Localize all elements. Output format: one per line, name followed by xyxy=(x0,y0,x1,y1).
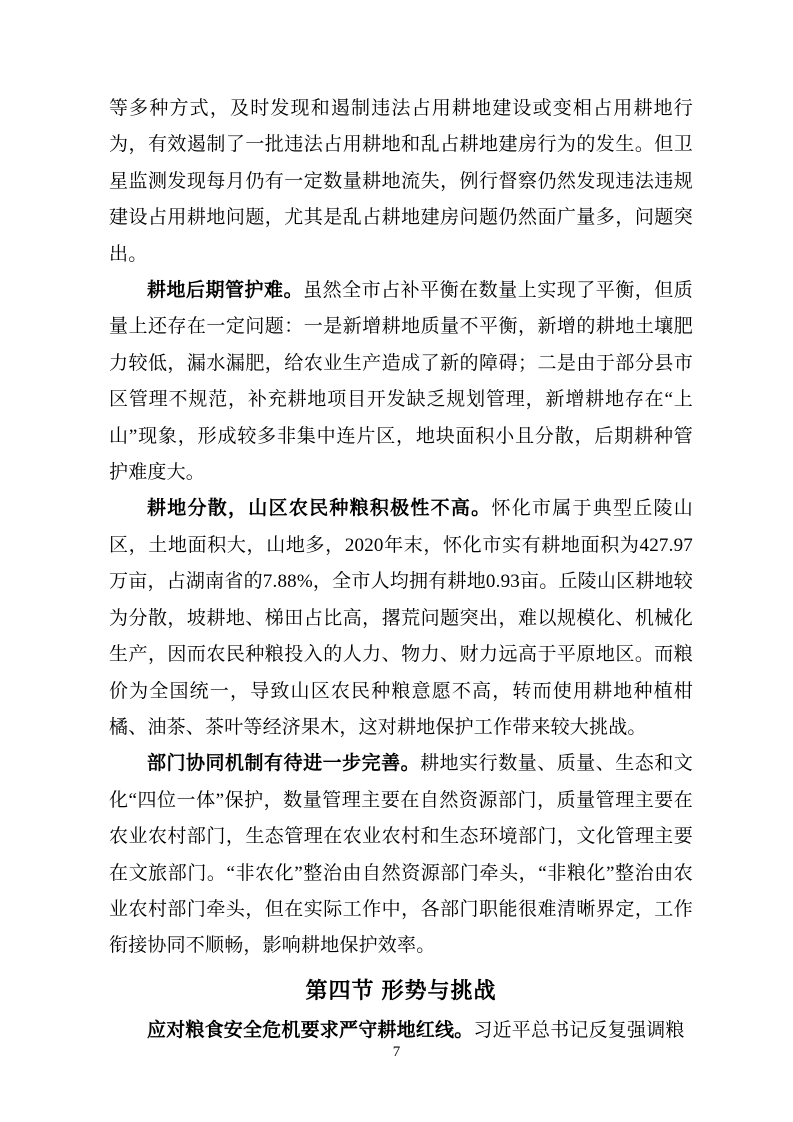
paragraph-text: 虽然全市占补平衡在数量上实现了平衡，但质量上还存在一定问题：一是新增耕地质量不平衡，新增的耕地土壤肥力较低，漏水漏肥，给农业生产造成了新的障碍；二是由于部分县市区管理不规范，补充耕地项目开发缺乏规划管理，新增耕地存在“上山”现象，形成较多非集中连片区，地块面积小且分散，后期耕种管护难度大。 xyxy=(109,280,693,484)
section-heading: 第四节 形势与挑战 xyxy=(305,977,497,1003)
paragraph xyxy=(109,91,693,273)
paragraph xyxy=(109,491,693,746)
paragraph-text: 习近平总书记反复强调粮 xyxy=(473,1019,685,1041)
paragraph-text: 等多种方式，及时发现和遏制违法占用耕地建设或变相占用耕地行为，有效遏制了一批违法占用耕地和乱占耕地建房行为的发生。但卫星监测发现每月仍有一定数量耕地流失，例行督察仍然发现违法违规建设占用耕地问题，尤其是乱占耕地建房问题仍然面广量多，问题突出。 xyxy=(109,98,693,265)
paragraph-lead: 耕地后期管护难。 xyxy=(147,280,304,302)
paragraph-text: 怀化市属于典型丘陵山区，土地面积大，山地多，2020年末，怀化市实有耕地面积为427.97万亩，占湖南省的7.88%，全市人均拥有耕地0.93亩。丘陵山区耕地较为分散，坡耕地、梯田占比高，撂荒问题突出，难以规模化、机械化生产，因而农民种粮投入的人力、物力、财力远高于平原地区。而粮价为全国统一，导致山区农民种粮意愿不高，转而使用耕地种植柑橘、油茶、茶叶等经济果木，这对耕地保护工作带来较大挑战。 xyxy=(109,498,693,738)
page-body xyxy=(109,91,693,1049)
paragraph xyxy=(109,746,693,964)
paragraph-lead: 部门协同机制有待进一步完善。 xyxy=(147,753,421,775)
page-number: 7 xyxy=(392,1044,401,1060)
paragraph-lead: 应对粮食安全危机要求严守耕地红线。 xyxy=(147,1019,474,1041)
paragraph xyxy=(109,273,693,491)
paragraph-lead: 耕地分散，山区农民种粮积极性不高。 xyxy=(147,498,492,520)
paragraph-text: 耕地实行数量、质量、生态和文化“四位一体”保护，数量管理主要在自然资源部门，质量管理主要在农业农村部门，生态管理在农业农村和生态环境部门，文化管理主要在文旅部门。“非农化”整治由自然资源部门牵头，“非粮化”整治由农业农村部门牵头，但在实际工作中，各部门职能很难清晰界定，工作衔接协同不顺畅，影响耕地保护效率。 xyxy=(109,753,693,957)
